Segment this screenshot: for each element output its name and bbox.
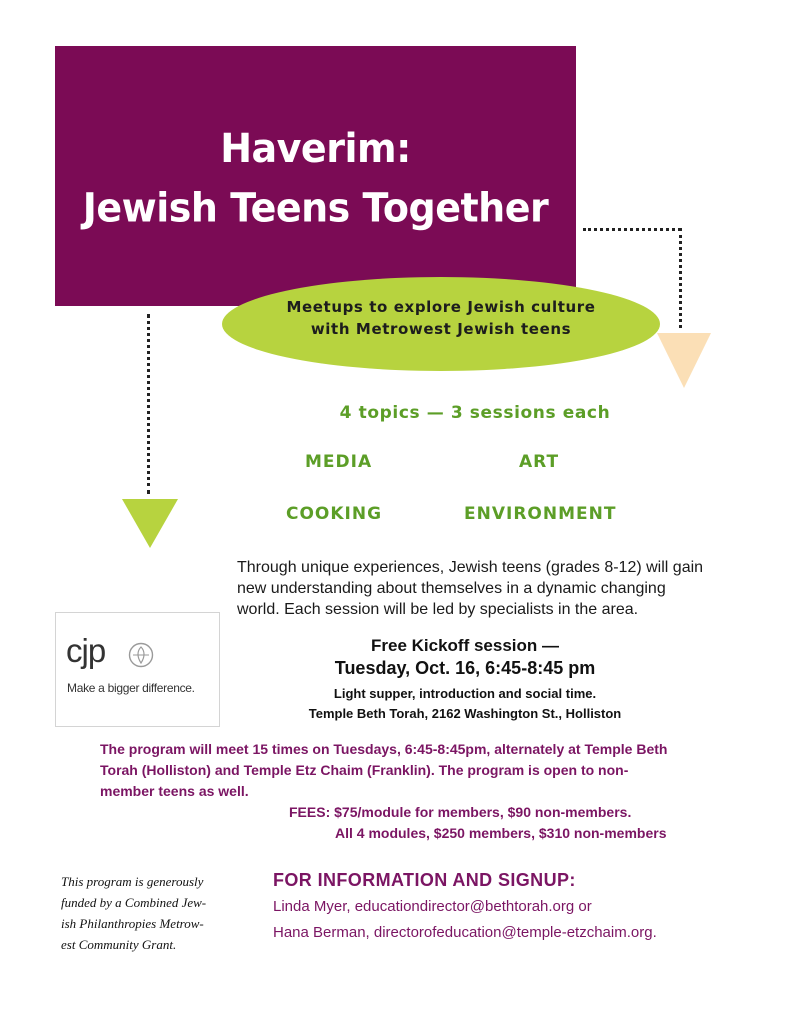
program-line-1: The program will meet 15 times on Tuesdays, 6:45-8:45pm, alternately at Temple Beth <box>100 741 668 757</box>
dotted-connector-horizontal <box>583 228 681 231</box>
dotted-connector-left <box>147 314 150 494</box>
cjp-tagline: Make a bigger difference. <box>67 681 195 695</box>
contact-heading: FOR INFORMATION AND SIGNUP: <box>273 870 576 890</box>
title-line-1: Haverim: <box>220 125 411 172</box>
tagline <box>222 296 660 340</box>
intro-paragraph <box>237 557 727 620</box>
contact-line-2: Hana Berman, directorofeducation@temple-etzchaim.org. <box>273 924 657 941</box>
dotted-connector-right <box>679 228 682 328</box>
credit-line-2: funded by a Combined Jew- <box>61 895 207 910</box>
credit-line-4: est Community Grant. <box>61 937 177 952</box>
title-line-2: Jewish Teens Together <box>82 184 549 231</box>
peach-triangle-icon <box>657 333 711 388</box>
tagline-line-1: Meetups to explore Jewish culture <box>286 298 596 316</box>
program-line-3: member teens as well. <box>100 783 249 799</box>
kickoff-details: Light supper, introduction and social time. <box>333 686 597 701</box>
intro-line-1: Through unique experiences, Jewish teens (grades 8-12) will gain <box>237 559 704 576</box>
credit-line-1: This program is generously <box>61 874 204 889</box>
fees-line-2: All 4 modules, $250 members, $310 non-members <box>335 825 667 841</box>
flyer-title <box>55 119 576 238</box>
fees-line-1: FEES: $75/module for members, $90 non-members. <box>289 804 632 820</box>
program-details <box>100 739 770 802</box>
kickoff-location: Temple Beth Torah, 2162 Washington St., Holliston <box>308 706 622 721</box>
topic-cooking: COOKING <box>286 504 383 524</box>
credit-line-3: ish Philanthropies Metrow- <box>61 916 204 931</box>
contact-line-1: Linda Myer, educationdirector@bethtorah.org or <box>273 898 592 915</box>
topic-environment: ENVIRONMENT <box>464 504 617 524</box>
tagline-line-2: with Metrowest Jewish teens <box>310 320 572 338</box>
topic-media: MEDIA <box>305 452 373 472</box>
intro-line-3: world. Each session will be led by specialists in the area. <box>237 601 639 618</box>
cjp-wordmark: cjp <box>66 632 106 669</box>
topic-art: ART <box>519 452 560 472</box>
funding-credit <box>61 871 241 955</box>
kickoff-title: Free Kickoff session — <box>370 636 559 655</box>
topics-heading: 4 topics — 3 sessions each <box>339 403 611 423</box>
cjp-emblem-icon <box>128 642 154 668</box>
intro-line-2: new understanding about themselves in a dynamic changing <box>237 580 666 597</box>
green-triangle-icon <box>122 499 178 548</box>
program-line-2: Torah (Holliston) and Temple Etz Chaim (Franklin). The program is open to non- <box>100 762 629 778</box>
kickoff-date: Tuesday, Oct. 16, 6:45-8:45 pm <box>334 658 596 678</box>
